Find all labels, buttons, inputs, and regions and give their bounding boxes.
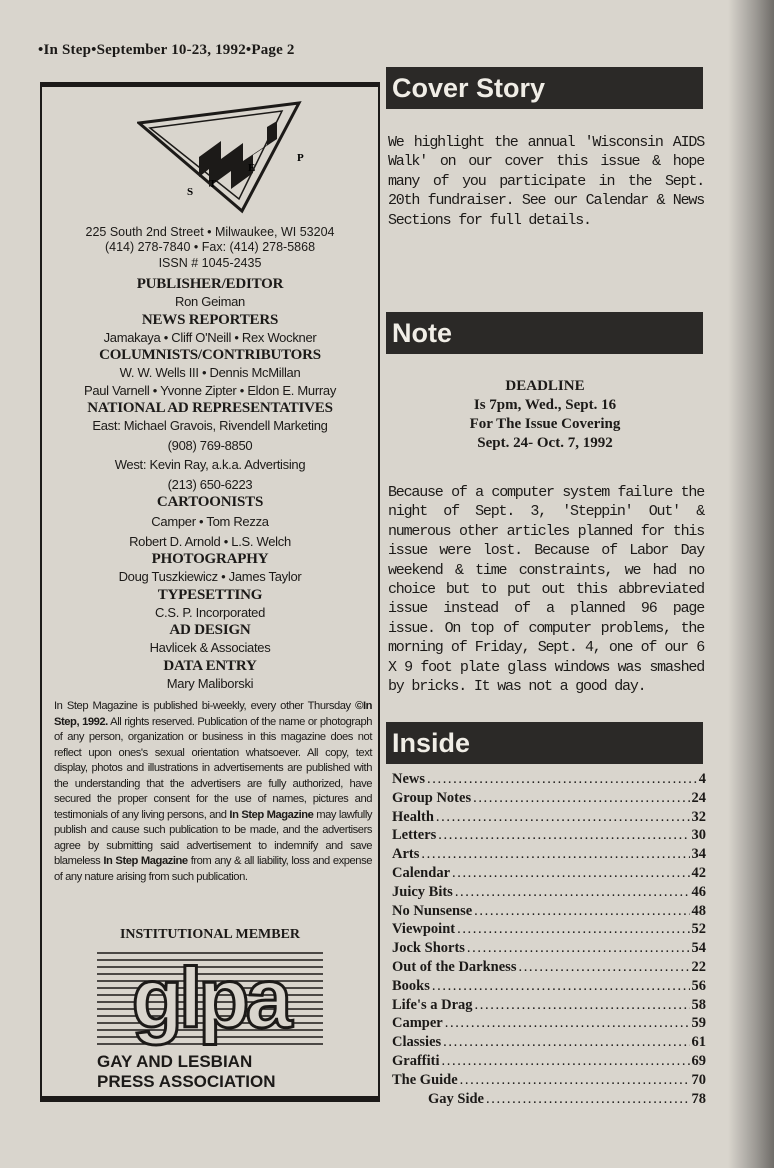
toc-leader-dots xyxy=(457,920,689,939)
toc-label: Books xyxy=(392,977,430,994)
legal-text: In Step Magazine is published bi-weekly, every other Thursday xyxy=(54,700,356,712)
toc-page-number: 59 xyxy=(691,1015,706,1032)
address-line: 225 South 2nd Street • Milwaukee, WI 53204 xyxy=(85,225,335,239)
staff-heading: NATIONAL AD REPRESENTATIVES xyxy=(87,400,333,416)
toc-leader-dots xyxy=(427,770,697,789)
staff-names: Doug Tuszkiewicz • James Taylor xyxy=(118,569,302,584)
glpa-logo xyxy=(97,949,323,1094)
staff-heading: PUBLISHER/EDITOR xyxy=(136,276,284,292)
toc-leader-dots xyxy=(455,883,690,902)
toc-page-number: 69 xyxy=(691,1052,706,1069)
toc-label: No Nunsense xyxy=(392,902,473,919)
toc-page-number: 61 xyxy=(691,1034,706,1051)
staff-list xyxy=(42,275,378,692)
staff-phone: (908) 769-8850 xyxy=(167,437,253,453)
toc-leader-dots xyxy=(421,845,689,864)
staff-names: Havlicek & Associates xyxy=(149,640,271,655)
toc-label: Gay Side xyxy=(428,1090,484,1107)
staff-heading: CARTOONISTS xyxy=(156,494,264,510)
toc-row xyxy=(392,920,706,939)
toc-row xyxy=(392,902,706,921)
toc-label: Camper xyxy=(392,1015,443,1032)
toc-leader-dots xyxy=(442,1052,690,1071)
staff-names: W. W. Wells III • Dennis McMillan xyxy=(119,365,301,380)
deadline-block xyxy=(386,377,704,453)
legal-text: All rights reserved. Publication of the name or photograph of any person, organization or business in this magazine does not reflect upon ones's sexual orientation whatsoever. All copy, text display, photos and illustrations in advertisements are published with the understanding that the advertisers are fully authorized, have secured the proper consent for the use of names, pictures and testimonials of any living persons, and xyxy=(54,715,372,821)
toc-row xyxy=(392,808,706,827)
toc-row xyxy=(392,958,706,977)
toc-page-number: 34 xyxy=(691,846,706,863)
toc-page-number: 22 xyxy=(691,958,706,975)
institutional-member-label: INSTITUTIONAL MEMBER xyxy=(119,927,301,942)
toc-page-number: 56 xyxy=(691,977,706,994)
issn-line: ISSN # 1045-2435 xyxy=(158,256,262,270)
toc-page-number: 24 xyxy=(691,789,706,806)
toc-row xyxy=(392,789,706,808)
toc-label: Calendar xyxy=(392,864,450,881)
toc-row xyxy=(392,996,706,1015)
magazine-name: In Step Magazine xyxy=(229,808,314,821)
toc-leader-dots xyxy=(486,1090,690,1109)
legal-text: may lawfully publish and cause such publication to be made, and the advertisers agree by submitting said advertisement to indemnify and save blameless xyxy=(54,808,373,867)
staff-heading: DATA ENTRY xyxy=(163,657,257,674)
toc-page-number: 42 xyxy=(691,864,706,881)
glpa-mark: glpa xyxy=(131,951,289,1045)
toc-page-number: 48 xyxy=(691,902,706,919)
legal-notice xyxy=(54,699,372,885)
staff-heading: TYPESETTING xyxy=(157,586,263,603)
staff-names: East: Michael Gravois, Rivendell Marketing xyxy=(92,418,328,433)
toc-page-number: 70 xyxy=(691,1071,706,1088)
toc-row xyxy=(392,1033,706,1052)
staff-phone: (213) 650-6223 xyxy=(167,476,253,492)
deadline-heading: DEADLINE xyxy=(505,378,585,394)
toc-label: Life's a Drag xyxy=(392,996,473,1013)
copyright-notice: ©In Step, 1992. xyxy=(54,700,372,728)
in-step-logo xyxy=(137,99,337,217)
staff-names: Jamakaya • Cliff O'Neill • Rex Wockner xyxy=(103,329,317,345)
toc-row xyxy=(392,1052,706,1071)
staff-names: Robert D. Arnold • L.S. Welch xyxy=(129,533,291,549)
toc-leader-dots xyxy=(460,1071,690,1090)
toc-label: Group Notes xyxy=(392,789,472,806)
staff-names: Paul Varnell • Yvonne Zipter • Eldon E. Murray xyxy=(83,382,337,398)
logo-letter-s: S xyxy=(187,186,194,198)
toc-page-number: 32 xyxy=(691,808,706,825)
toc-label: Jock Shorts xyxy=(392,940,465,957)
toc-label: The Guide xyxy=(392,1071,458,1088)
logo-letter-e: E xyxy=(248,162,256,174)
page-edge-shadow xyxy=(728,0,774,1168)
cover-story-text: We highlight the annual 'Wisconsin AIDS Walk' on our cover this issue & hope many of you participate in the Sept. 20th fundraiser. See our Calendar & News Sections for full details. xyxy=(388,134,704,229)
toc-leader-dots xyxy=(436,808,690,827)
toc-row xyxy=(392,883,706,902)
toc-leader-dots xyxy=(438,826,689,845)
table-of-contents xyxy=(392,770,706,1108)
toc-row xyxy=(392,1014,706,1033)
toc-page-number: 58 xyxy=(691,996,706,1013)
toc-row xyxy=(392,864,706,883)
phone-fax-line: (414) 278-7840 • Fax: (414) 278-5868 xyxy=(104,240,316,254)
toc-leader-dots xyxy=(473,789,689,808)
toc-label: Viewpoint xyxy=(392,921,456,938)
toc-page-number: 30 xyxy=(691,827,706,844)
toc-row xyxy=(392,826,706,845)
staff-names: Ron Geiman xyxy=(175,294,245,309)
note-text: Because of a computer system failure the night of Sept. 3, 'Steppin' Out' & numerous other articles planned for this issue were lost. Because of Labor Day weekend & time constraints, we had no choice but to put out this abbreviated issue instead of a planned 96 page issue. On top of computer problems, the morning of Friday, Sept. 4, one of our 6 X 9 foot plate glass windows was smashed by bricks. It was not a good day. xyxy=(388,484,704,696)
running-head: •In Step•September 10-23, 1992•Page 2 xyxy=(38,42,295,58)
toc-label: Letters xyxy=(392,827,437,844)
inside-banner: Inside xyxy=(386,722,703,764)
cover-story-banner: Cover Story xyxy=(386,67,703,109)
toc-leader-dots xyxy=(452,864,690,883)
glpa-line2: PRESS ASSOCIATION xyxy=(97,1072,276,1091)
note-banner: Note xyxy=(386,312,703,354)
logo-letter-t: T xyxy=(209,178,217,190)
toc-leader-dots xyxy=(518,958,689,977)
toc-leader-dots xyxy=(443,1033,689,1052)
toc-label: Juicy Bits xyxy=(392,883,453,900)
toc-leader-dots xyxy=(467,939,690,958)
deadline-line: For The Issue Covering xyxy=(469,416,621,432)
toc-label: Classies xyxy=(392,1034,442,1051)
staff-heading: AD DESIGN xyxy=(169,622,251,638)
deadline-line: Is 7pm, Wed., Sept. 16 xyxy=(473,397,617,413)
staff-heading: NEWS REPORTERS xyxy=(141,311,279,328)
toc-label: Out of the Darkness xyxy=(392,958,517,975)
toc-row xyxy=(392,845,706,864)
toc-page-number: 54 xyxy=(691,940,706,957)
staff-heading: PHOTOGRAPHY xyxy=(151,551,269,567)
logo-letter-p: P xyxy=(297,152,304,164)
deadline-line: Sept. 24- Oct. 7, 1992 xyxy=(477,435,613,451)
toc-leader-dots xyxy=(475,996,690,1015)
toc-row xyxy=(392,770,706,789)
staff-names: West: Kevin Ray, a.k.a. Advertising xyxy=(114,457,306,472)
toc-page-number: 46 xyxy=(691,883,706,900)
staff-names: Camper • Tom Rezza xyxy=(151,514,269,529)
masthead-box xyxy=(40,82,380,1102)
toc-leader-dots xyxy=(445,1014,690,1033)
toc-leader-dots xyxy=(474,902,689,921)
toc-row xyxy=(392,977,706,996)
toc-row xyxy=(392,1071,706,1090)
toc-label: Health xyxy=(392,808,434,825)
toc-row xyxy=(392,939,706,958)
toc-leader-dots xyxy=(432,977,690,996)
toc-page-number: 4 xyxy=(698,771,706,787)
staff-names: C.S. P. Incorporated xyxy=(154,604,266,620)
staff-names: Mary Maliborski xyxy=(166,675,254,691)
toc-page-number: 52 xyxy=(691,921,706,938)
staff-heading: COLUMNISTS/CONTRIBUTORS xyxy=(99,347,321,363)
toc-row xyxy=(392,1090,706,1109)
toc-page-number: 78 xyxy=(691,1090,706,1107)
glpa-line1: GAY AND LESBIAN xyxy=(97,1052,253,1071)
legal-text: from any & all liability, loss and expense of any nature arising from such publication. xyxy=(54,855,372,883)
toc-label: Graffiti xyxy=(392,1052,440,1069)
magazine-name: In Step Magazine xyxy=(103,855,188,867)
toc-label: Arts xyxy=(392,846,420,863)
toc-label: News xyxy=(392,771,426,787)
